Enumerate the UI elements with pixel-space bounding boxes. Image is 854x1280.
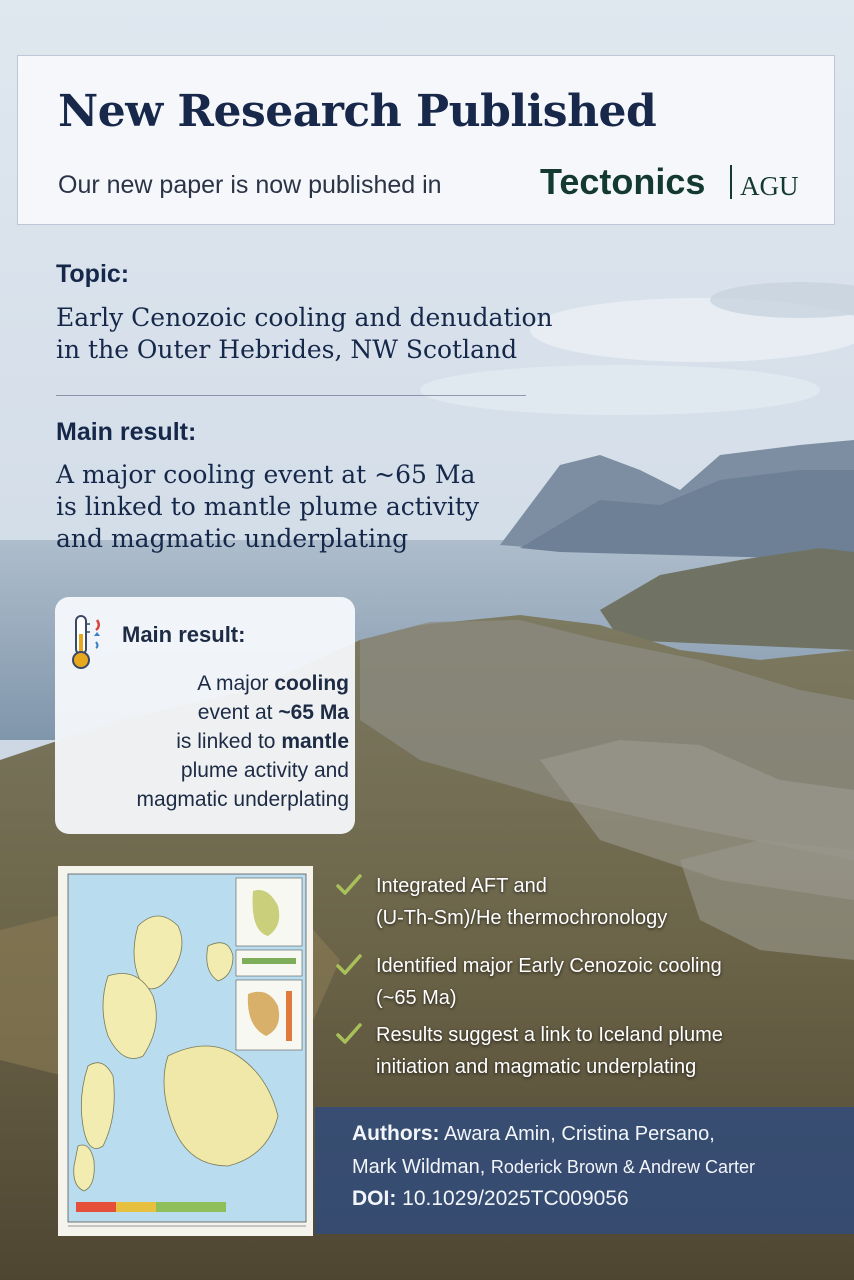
main-result-label: Main result:	[56, 418, 197, 446]
publisher-logo: AGU	[740, 171, 799, 201]
check-icon	[336, 954, 362, 976]
card-text: A major	[197, 672, 275, 695]
doi-label: DOI:	[352, 1187, 397, 1210]
authors-names: Roderick Brown & Andrew Carter	[490, 1157, 756, 1177]
card-text: event at	[197, 701, 279, 724]
journal-divider	[730, 165, 732, 199]
authors-panel	[315, 1107, 854, 1234]
authors-names: Mark Wildman,	[352, 1156, 491, 1178]
card-line: plume activity and	[180, 759, 349, 782]
authors-line	[352, 1117, 755, 1151]
topic-line: Early Cenozoic cooling and denudation	[56, 303, 553, 332]
list-item-text	[376, 950, 722, 1014]
authors-names: Awara Amin, Cristina Persano,	[443, 1123, 715, 1145]
check-icon	[336, 1023, 362, 1045]
list-item-line: Integrated AFT and	[376, 875, 547, 897]
authors-line	[352, 1151, 755, 1184]
card-label: Main result:	[122, 622, 246, 647]
card-emphasis: ~65 Ma	[278, 701, 349, 724]
authors-text	[352, 1117, 755, 1184]
subtitle: Our new paper is now published in	[58, 171, 442, 199]
main-result-line: and magmatic underplating	[56, 524, 409, 553]
page-title: New Research Published	[58, 86, 657, 137]
journal-name: Tectonics	[540, 161, 706, 202]
header-panel	[17, 55, 835, 225]
card-line	[137, 669, 349, 698]
topic-line: in the Outer Hebrides, NW Scotland	[56, 335, 518, 364]
card-emphasis: mantle	[281, 730, 349, 753]
geological-map-image	[58, 866, 313, 1236]
main-result-line: is linked to mantle plume activity	[56, 492, 480, 521]
list-item-line: Identified major Early Cenozoic cooling	[376, 955, 722, 977]
main-result-card	[55, 597, 355, 834]
topic-text	[56, 302, 553, 366]
list-item-text	[376, 1019, 723, 1083]
list-item-line: initiation and magmatic underplating	[376, 1056, 697, 1078]
topic-label: Topic:	[56, 260, 130, 288]
list-item-text	[376, 870, 667, 934]
card-line	[137, 727, 349, 756]
card-line	[137, 698, 349, 727]
card-body	[137, 669, 349, 814]
authors-label: Authors:	[352, 1122, 440, 1145]
doi-value: 10.1029/2025TC009056	[402, 1187, 629, 1210]
list-item-line: (U-Th-Sm)/He thermochronology	[376, 907, 668, 929]
main-result-line: A major cooling event at ~65 Ma	[56, 460, 476, 489]
list-item-line: (~65 Ma)	[376, 987, 457, 1009]
card-text: is linked to	[176, 730, 282, 753]
list-item-line: Results suggest a link to Iceland plume	[376, 1024, 723, 1046]
section-divider	[56, 395, 526, 396]
card-emphasis: cooling	[274, 672, 349, 695]
main-result-text	[56, 459, 479, 555]
doi	[352, 1187, 629, 1211]
card-line: magmatic underplating	[136, 788, 349, 811]
thermometer-icon	[70, 612, 106, 672]
check-icon	[336, 874, 362, 896]
